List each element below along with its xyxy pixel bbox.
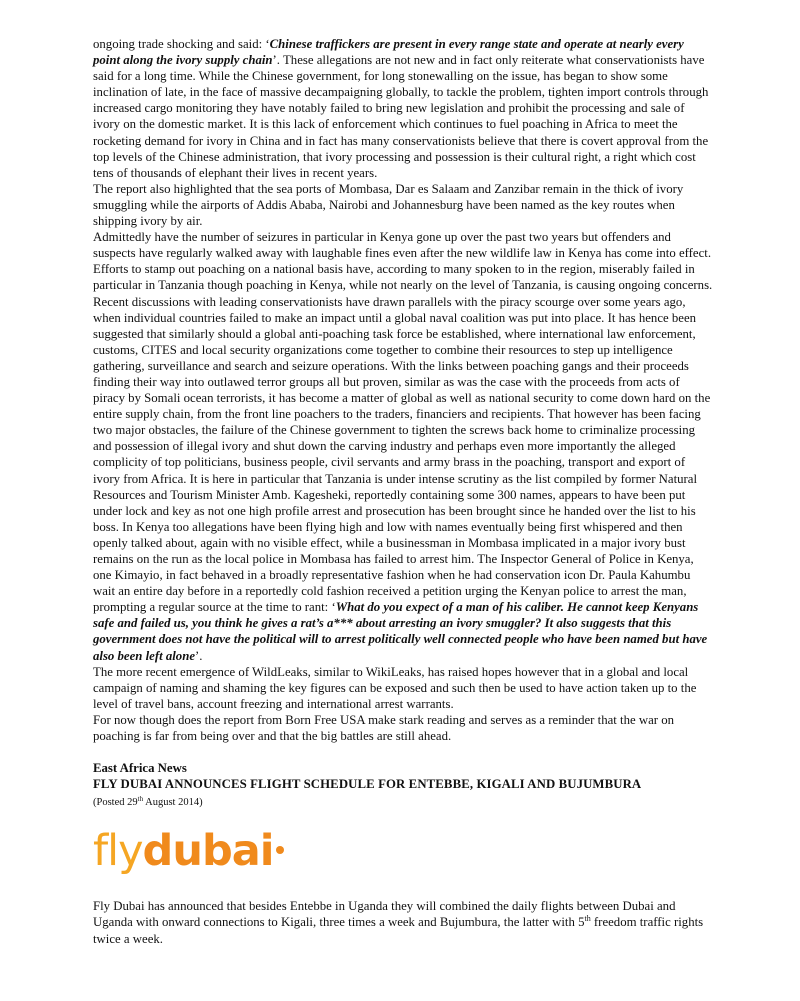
paragraph-sea-ports: The report also highlighted that the sea ports of Mombasa, Dar es Salaam and Zanzibar remain in the thick of ivory smuggling while the airports of Addis Ababa, Nairobi and Johannesburg have been named as the key routes when shipping ivory by air.	[93, 181, 684, 229]
news-headline: FLY DUBAI ANNOUNCES FLIGHT SCHEDULE FOR ENTEBBE, KIGALI AND BUJUMBURA	[93, 777, 642, 792]
paragraph-anti-poaching	[93, 261, 713, 663]
text-run: ’. These allegations are not new and in fact only reiterate what conservationists have said for a long time. While the Chinese government, for long stonewalling on the issue, has began to show some inclination of late, in the face of massive decampaigning globally, to tackle the problem, tighten import controls through increased cargo monitoring they have notably failed to bring new legislation and prohibit the processing and sale of ivory on the domestic market. It is this lack of enforcement which continues to fuel poaching in Africa to meet the rocketing demand for ivory in China and in fact has many conservationists believe that there is covert approval from the top levels of the Chinese administration, that ivory processing and possession is their cultural right, a right which cost tens of thousands of elephant their lives in recent years.	[93, 53, 709, 180]
flydubai-logo	[93, 826, 713, 877]
logo-dubai-text: dubai	[142, 826, 274, 877]
text-run: Efforts to stamp out poaching on a national basis have, according to many spoken to in the region, miserably failed in particular in Tanzania though poaching in Kenya, while not nearly on the level of Tanzania, is causing ongoing concerns. Recent discussions with leading conservationists have drawn parallels with the piracy scourge over some years ago, when individual countries failed to make an impact until a global naval coalition was put into place. It has hence been suggested that similarly should a global anti-poaching task force be established, where international law enforcement, customs, CITES and local security organizations come together to combine their resources to step up intelligence gathering, surveillance and search and seizure operations. With the links between poaching gangs and their proceeds finding their way into outlawed terror groups all but proven, similar as was the case with the proceeds from acts of piracy by Somali ocean terrorists, it has become a matter of global as well as national security to come down hard on the entire supply chain, from the front line poachers to the traders, financiers and recipients. That however has been facing two major obstacles, the failure of the Chinese government to tighten the screws back home to criminalize processing and possession of illegal ivory and shut down the carving industry and perhaps even more importantly the alleged complicity of top politicians, business people, civil servants and army brass in the poaching, transport and export of ivory from Africa. It is here in particular that Tanzania is under intense scrutiny as the list compiled by former Natural Resources and Tourism Minister Amb. Kagesheki, reportedly containing some 300 names, appears to have been put under lock and key as not one high profile arrest and prosecution has been brought since he handed over the list to his boss. In Kenya too allegations have been flying high and low with names eventually being first whispered and then openly talked about, again with no visible effect, while a businessman in Mombasa implicated in a major ivory bust remains on the run as the local police in Mombasa has failed to arrest him. The Inspector General of Police in Kenya, one Kimayio, in fact behaved in a broadly representative fashion when he had conservation icon Dr. Paula Kahumbu wait an entire day before in a reportedly cold fashion received a petition urging the Kenyan police to arrest the man, prompting a regular source at the time to rant: ‘	[93, 262, 713, 615]
logo-dot-icon	[276, 846, 284, 854]
document-page	[93, 36, 713, 947]
quote-emphasis: What do you expect of a man of his caliber. He cannot keep Kenyans safe and failed us, you think he gives a rat’s a*** about arresting an ivory smuggler? It also suggests that this government does not have the political will to arrest politically well connected people who have been named but have also been left alone	[93, 600, 708, 663]
text-run: ’.	[195, 648, 203, 663]
paragraph-china-traffickers	[93, 36, 713, 181]
paragraph-conclusion: For now though does the report from Born Free USA make stark reading and serves as a reminder that the war on poaching is far from being over and that the big battles are still ahead.	[93, 712, 675, 744]
paragraph-wildleaks: The more recent emergence of WildLeaks, similar to WikiLeaks, has raised hopes however that in a global and local campaign of naming and shaming the key figures can be exposed and such then be used to have action taken up to the level of travel bans, account freezing and international arrest warrants.	[93, 664, 697, 711]
posted-date	[93, 792, 713, 810]
paragraph-flydubai	[93, 898, 713, 946]
paragraph-seizures: Admittedly have the number of seizures in particular in Kenya gone up over the past two years but offenders and suspects have regularly walked away with laughable fines even after the new wildlife law in Kenya has come into effect.	[93, 230, 712, 261]
posted-text: (Posted 29	[93, 797, 138, 809]
text-run: Fly Dubai has announced that besides Entebbe in Uganda they will combined the daily flights between Dubai and Uganda with onward connections to Kigali, three times a week and Bujumbura, the latter with 5	[93, 899, 676, 930]
section-label: East Africa News	[93, 761, 187, 776]
spacer	[93, 744, 713, 760]
logo-fly-text: fly	[93, 826, 143, 877]
text-run: ongoing trade shocking and said: ‘	[93, 37, 270, 51]
ordinal-suffix: th	[584, 914, 591, 924]
posted-text: August 2014)	[143, 797, 203, 809]
quote-emphasis: Chinese traffickers are present in every range state and operate at nearly every point along the ivory supply chain	[93, 37, 684, 68]
text-run: freedom traffic rights twice a week.	[93, 915, 704, 946]
posted-ordinal: th	[137, 795, 144, 804]
